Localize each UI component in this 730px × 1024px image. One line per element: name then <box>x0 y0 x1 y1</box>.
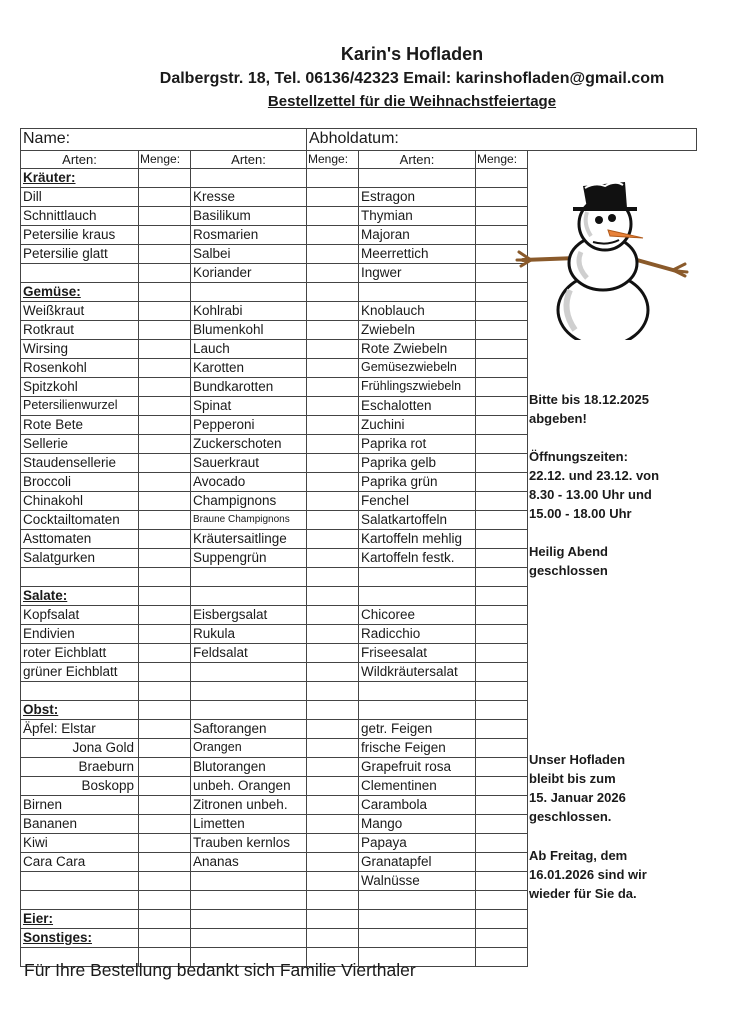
product-name: Rosmarien <box>190 225 307 245</box>
quantity-field[interactable] <box>138 263 191 283</box>
quantity-field[interactable] <box>475 662 528 682</box>
footer-thanks: Für Ihre Bestellung bedankt sich Familie Vierthaler <box>24 960 416 980</box>
product-name <box>190 909 307 929</box>
product-name: Endivien <box>20 624 139 644</box>
product-name: Rosenkohl <box>20 358 139 378</box>
quantity-field[interactable] <box>475 909 528 929</box>
quantity-field[interactable] <box>138 339 191 359</box>
quantity-field[interactable] <box>138 472 191 492</box>
product-name: roter Eichblatt <box>20 643 139 663</box>
product-name: Broccoli <box>20 472 139 492</box>
quantity-field[interactable] <box>138 624 191 644</box>
quantity-field[interactable] <box>475 871 528 891</box>
product-name <box>358 282 476 302</box>
note-line: 16.01.2026 sind wir <box>529 867 647 882</box>
product-name <box>190 168 307 188</box>
quantity-field[interactable] <box>138 700 191 720</box>
note-opening-hours <box>529 447 659 523</box>
quantity-field[interactable] <box>306 548 359 568</box>
quantity-field[interactable] <box>138 757 191 777</box>
product-name <box>190 871 307 891</box>
quantity-field[interactable] <box>475 396 528 416</box>
pickup-date-field[interactable]: Abholdatum: <box>306 128 697 151</box>
product-name: Zuchini <box>358 415 476 435</box>
quantity-field[interactable] <box>138 320 191 340</box>
quantity-field[interactable] <box>306 263 359 283</box>
quantity-field[interactable] <box>475 681 528 701</box>
quantity-field[interactable] <box>138 548 191 568</box>
product-name: Paprika grün <box>358 472 476 492</box>
quantity-field[interactable] <box>306 187 359 207</box>
quantity-field[interactable] <box>475 852 528 872</box>
note-line: bleibt bis zum <box>529 771 616 786</box>
quantity-field[interactable] <box>306 700 359 720</box>
quantity-field[interactable] <box>138 301 191 321</box>
column-header-arten: Arten: <box>358 150 476 169</box>
quantity-field[interactable] <box>306 719 359 739</box>
quantity-field[interactable] <box>475 624 528 644</box>
product-name: Rukula <box>190 624 307 644</box>
product-name: Suppengrün <box>190 548 307 568</box>
product-name <box>358 681 476 701</box>
quantity-field[interactable] <box>138 415 191 435</box>
product-name: Schnittlauch <box>20 206 139 226</box>
category-label: Gemüse: <box>20 282 139 302</box>
quantity-field[interactable] <box>138 605 191 625</box>
quantity-field[interactable] <box>475 776 528 796</box>
product-name: Blutorangen <box>190 757 307 777</box>
product-name: Fenchel <box>358 491 476 511</box>
quantity-field[interactable] <box>475 700 528 720</box>
product-name: Zuckerschoten <box>190 434 307 454</box>
quantity-field[interactable] <box>138 282 191 302</box>
quantity-field[interactable] <box>306 396 359 416</box>
product-name: Petersilienwurzel <box>20 396 139 416</box>
product-name: Frühlingszwiebeln <box>358 377 476 397</box>
product-name: Ananas <box>190 852 307 872</box>
product-name <box>190 586 307 606</box>
product-name: Chinakohl <box>20 491 139 511</box>
product-name: Rote Bete <box>20 415 139 435</box>
product-name: Sellerie <box>20 434 139 454</box>
quantity-field[interactable] <box>138 852 191 872</box>
product-name: Clementinen <box>358 776 476 796</box>
quantity-field[interactable] <box>475 928 528 948</box>
product-name: Saftorangen <box>190 719 307 739</box>
product-name <box>20 871 139 891</box>
quantity-field[interactable] <box>475 643 528 663</box>
product-name <box>20 681 139 701</box>
product-name: Braeburn <box>20 757 139 777</box>
column-header-arten: Arten: <box>190 150 307 169</box>
snowman-icon <box>515 160 695 340</box>
product-name: Birnen <box>20 795 139 815</box>
quantity-field[interactable] <box>138 377 191 397</box>
quantity-field[interactable] <box>306 909 359 929</box>
quantity-field[interactable] <box>306 928 359 948</box>
product-name: Kartoffeln festk. <box>358 548 476 568</box>
quantity-field[interactable] <box>306 529 359 549</box>
quantity-field[interactable] <box>475 586 528 606</box>
product-name: Kopfsalat <box>20 605 139 625</box>
product-name: Orangen <box>190 738 307 758</box>
product-name: Blumenkohl <box>190 320 307 340</box>
product-name <box>358 909 476 929</box>
product-name: Thymian <box>358 206 476 226</box>
product-name: Spitzkohl <box>20 377 139 397</box>
product-name <box>20 890 139 910</box>
product-name: Estragon <box>358 187 476 207</box>
product-name: Carambola <box>358 795 476 815</box>
quantity-field[interactable] <box>138 168 191 188</box>
product-name <box>358 928 476 948</box>
product-name <box>190 567 307 587</box>
product-name <box>190 681 307 701</box>
quantity-field[interactable] <box>306 225 359 245</box>
note-line: geschlossen. <box>529 809 612 824</box>
product-name: Bundkarotten <box>190 377 307 397</box>
product-name: Majoran <box>358 225 476 245</box>
product-name: Feldsalat <box>190 643 307 663</box>
quantity-field[interactable] <box>475 605 528 625</box>
product-name: Lauch <box>190 339 307 359</box>
quantity-field[interactable] <box>138 643 191 663</box>
product-name: Asttomaten <box>20 529 139 549</box>
product-name <box>190 928 307 948</box>
product-name: Zwiebeln <box>358 320 476 340</box>
quantity-field[interactable] <box>306 624 359 644</box>
quantity-field[interactable] <box>138 491 191 511</box>
quantity-field[interactable] <box>138 871 191 891</box>
quantity-field[interactable] <box>138 890 191 910</box>
category-label: Obst: <box>20 700 139 720</box>
product-name: Braune Champignons <box>190 510 307 530</box>
product-name <box>190 890 307 910</box>
shop-address: Dalbergstr. 18, Tel. 06136/42323 Email: karinshofladen@gmail.com <box>159 70 665 87</box>
product-name: Salatgurken <box>20 548 139 568</box>
product-name: Paprika rot <box>358 434 476 454</box>
note-line: Ab Freitag, dem <box>529 848 628 863</box>
quantity-field[interactable] <box>306 434 359 454</box>
form-subtitle <box>47 93 730 110</box>
quantity-field[interactable] <box>306 795 359 815</box>
product-name: Petersilie kraus <box>20 225 139 245</box>
product-name: Staudensellerie <box>20 453 139 473</box>
product-name: frische Feigen <box>358 738 476 758</box>
product-name: Kiwi <box>20 833 139 853</box>
quantity-field[interactable] <box>306 453 359 473</box>
product-name: Eisbergsalat <box>190 605 307 625</box>
quantity-field[interactable] <box>138 244 191 264</box>
product-name: Zitronen unbeh. <box>190 795 307 815</box>
quantity-field[interactable] <box>138 358 191 378</box>
product-name: Kresse <box>190 187 307 207</box>
product-name: Salatkartoffeln <box>358 510 476 530</box>
quantity-field[interactable] <box>306 168 359 188</box>
quantity-field[interactable] <box>306 358 359 378</box>
quantity-field[interactable] <box>475 757 528 777</box>
quantity-field[interactable] <box>475 833 528 853</box>
note-line: Bitte bis 18.12.2025 <box>529 392 649 407</box>
product-name: getr. Feigen <box>358 719 476 739</box>
quantity-field[interactable] <box>306 605 359 625</box>
product-name: Mango <box>358 814 476 834</box>
note-reopening <box>529 846 647 903</box>
quantity-field[interactable] <box>475 890 528 910</box>
product-name: Wildkräutersalat <box>358 662 476 682</box>
note-christmas-eve <box>529 542 608 580</box>
product-name: Bananen <box>20 814 139 834</box>
quantity-field[interactable] <box>475 339 528 359</box>
product-name: Sauerkraut <box>190 453 307 473</box>
quantity-field[interactable] <box>475 358 528 378</box>
product-name: Kartoffeln mehlig <box>358 529 476 549</box>
note-line: abgeben! <box>529 411 587 426</box>
quantity-field[interactable] <box>475 947 528 967</box>
product-name <box>190 700 307 720</box>
product-name: Koriander <box>190 263 307 283</box>
quantity-field[interactable] <box>306 206 359 226</box>
quantity-field[interactable] <box>138 719 191 739</box>
category-label: Eier: <box>20 909 139 929</box>
quantity-field[interactable] <box>306 776 359 796</box>
quantity-field[interactable] <box>475 453 528 473</box>
quantity-field[interactable] <box>138 187 191 207</box>
note-deadline <box>529 390 649 428</box>
product-name: Trauben kernlos <box>190 833 307 853</box>
product-name: Dill <box>20 187 139 207</box>
quantity-field[interactable] <box>306 567 359 587</box>
product-name: Avocado <box>190 472 307 492</box>
note-line: Heilig Abend <box>529 544 608 559</box>
product-name: Kräutersaitlinge <box>190 529 307 549</box>
product-name: Salbei <box>190 244 307 264</box>
product-name: Eschalotten <box>358 396 476 416</box>
product-name: Grapefruit rosa <box>358 757 476 777</box>
product-name: Rote Zwiebeln <box>358 339 476 359</box>
quantity-field[interactable] <box>306 320 359 340</box>
product-name: Cocktailtomaten <box>20 510 139 530</box>
quantity-field[interactable] <box>306 377 359 397</box>
product-name <box>190 662 307 682</box>
quantity-field[interactable] <box>475 510 528 530</box>
quantity-field[interactable] <box>306 244 359 264</box>
quantity-field[interactable] <box>138 586 191 606</box>
column-header-arten: Arten: <box>20 150 139 169</box>
quantity-field[interactable] <box>138 662 191 682</box>
product-name <box>358 168 476 188</box>
quantity-field[interactable] <box>475 415 528 435</box>
product-name: Boskopp <box>20 776 139 796</box>
product-name: Meerrettich <box>358 244 476 264</box>
quantity-field[interactable] <box>306 643 359 663</box>
quantity-field[interactable] <box>138 738 191 758</box>
quantity-field[interactable] <box>475 491 528 511</box>
quantity-field[interactable] <box>138 206 191 226</box>
quantity-field[interactable] <box>475 529 528 549</box>
quantity-field[interactable] <box>138 510 191 530</box>
note-line: 15. Januar 2026 <box>529 790 626 805</box>
quantity-field[interactable] <box>138 795 191 815</box>
quantity-field[interactable] <box>306 339 359 359</box>
product-name: Chicoree <box>358 605 476 625</box>
note-winter-closure <box>529 750 626 826</box>
column-header-menge: Menge: <box>138 150 191 169</box>
product-name <box>190 282 307 302</box>
category-label: Sonstiges: <box>20 928 139 948</box>
note-line: wieder für Sie da. <box>529 886 637 901</box>
product-name: Basilikum <box>190 206 307 226</box>
quantity-field[interactable] <box>138 909 191 929</box>
quantity-field[interactable] <box>138 776 191 796</box>
product-name <box>358 586 476 606</box>
shop-title: Karin's Hofladen <box>340 44 484 64</box>
product-name: Friseesalat <box>358 643 476 663</box>
product-name: grüner Eichblatt <box>20 662 139 682</box>
quantity-field[interactable] <box>306 852 359 872</box>
product-name: Walnüsse <box>358 871 476 891</box>
product-name <box>358 567 476 587</box>
product-name: Papaya <box>358 833 476 853</box>
quantity-field[interactable] <box>306 586 359 606</box>
product-name: Paprika gelb <box>358 453 476 473</box>
category-label: Salate: <box>20 586 139 606</box>
product-name: Jona Gold <box>20 738 139 758</box>
quantity-field[interactable] <box>475 795 528 815</box>
quantity-field[interactable] <box>475 814 528 834</box>
product-name: Radicchio <box>358 624 476 644</box>
product-name: Ingwer <box>358 263 476 283</box>
product-name <box>20 567 139 587</box>
product-name: unbeh. Orangen <box>190 776 307 796</box>
name-field[interactable]: Name: <box>20 128 307 151</box>
quantity-field[interactable] <box>475 377 528 397</box>
column-header-menge: Menge: <box>306 150 359 169</box>
product-name: Rotkraut <box>20 320 139 340</box>
quantity-field[interactable] <box>475 567 528 587</box>
product-name: Spinat <box>190 396 307 416</box>
product-name: Karotten <box>190 358 307 378</box>
note-line: geschlossen <box>529 563 608 578</box>
quantity-field[interactable] <box>138 396 191 416</box>
form-subtitle-text: Bestellzettel für die Weihnachstfeiertage <box>267 93 557 110</box>
quantity-field[interactable] <box>475 472 528 492</box>
quantity-field[interactable] <box>475 434 528 454</box>
quantity-field[interactable] <box>306 282 359 302</box>
product-name <box>358 700 476 720</box>
column-header-menge: Menge: <box>475 150 528 169</box>
category-label: Kräuter: <box>20 168 139 188</box>
quantity-field[interactable] <box>306 738 359 758</box>
quantity-field[interactable] <box>306 814 359 834</box>
quantity-field[interactable] <box>306 833 359 853</box>
product-name: Gemüsezwiebeln <box>358 358 476 378</box>
product-name: Weißkraut <box>20 301 139 321</box>
quantity-field[interactable] <box>475 738 528 758</box>
quantity-field[interactable] <box>306 662 359 682</box>
product-name: Wirsing <box>20 339 139 359</box>
quantity-field[interactable] <box>138 928 191 948</box>
quantity-field[interactable] <box>306 301 359 321</box>
quantity-field[interactable] <box>138 453 191 473</box>
quantity-field[interactable] <box>306 871 359 891</box>
quantity-field[interactable] <box>138 225 191 245</box>
note-line: 8.30 - 13.00 Uhr und <box>529 487 652 502</box>
quantity-field[interactable] <box>138 681 191 701</box>
quantity-field[interactable] <box>306 757 359 777</box>
quantity-field[interactable] <box>306 491 359 511</box>
product-name <box>20 263 139 283</box>
product-name: Knoblauch <box>358 301 476 321</box>
quantity-field[interactable] <box>138 434 191 454</box>
product-name: Pepperoni <box>190 415 307 435</box>
note-line: Unser Hofladen <box>529 752 626 767</box>
product-name: Petersilie glatt <box>20 244 139 264</box>
note-line: Öffnungszeiten: <box>529 449 628 464</box>
product-name: Limetten <box>190 814 307 834</box>
note-line: 22.12. und 23.12. von <box>529 468 660 483</box>
quantity-field[interactable] <box>138 567 191 587</box>
quantity-field[interactable] <box>475 548 528 568</box>
product-name: Äpfel: Elstar <box>20 719 139 739</box>
quantity-field[interactable] <box>306 510 359 530</box>
product-name: Cara Cara <box>20 852 139 872</box>
quantity-field[interactable] <box>138 833 191 853</box>
product-name <box>358 890 476 910</box>
quantity-field[interactable] <box>138 529 191 549</box>
product-name: Champignons <box>190 491 307 511</box>
product-name: Kohlrabi <box>190 301 307 321</box>
quantity-field[interactable] <box>475 719 528 739</box>
quantity-field[interactable] <box>138 814 191 834</box>
quantity-field[interactable] <box>306 681 359 701</box>
quantity-field[interactable] <box>306 472 359 492</box>
product-name: Granatapfel <box>358 852 476 872</box>
quantity-field[interactable] <box>306 890 359 910</box>
note-line: 15.00 - 18.00 Uhr <box>529 506 632 521</box>
quantity-field[interactable] <box>306 415 359 435</box>
